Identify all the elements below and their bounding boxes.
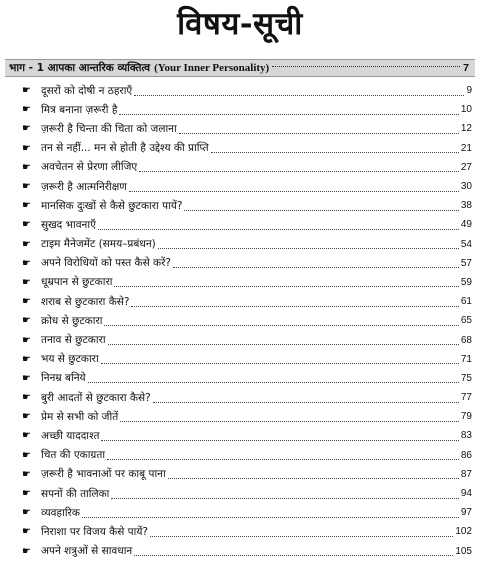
dot-leader xyxy=(114,285,458,287)
entry-label: प्रेम से सभी को जीतें xyxy=(41,410,119,423)
toc-entry[interactable] xyxy=(0,119,480,138)
dot-leader xyxy=(158,247,459,249)
toc-entry[interactable] xyxy=(0,503,480,522)
entry-page-number: 79 xyxy=(460,411,472,423)
entry-page-number: 38 xyxy=(460,200,472,212)
toc-entry[interactable] xyxy=(0,292,480,311)
pointing-hand-icon: ☛ xyxy=(22,200,31,212)
pointing-hand-icon: ☛ xyxy=(22,526,31,538)
toc-entry[interactable] xyxy=(0,235,480,254)
pointing-hand-icon: ☛ xyxy=(22,372,31,384)
dot-leader xyxy=(179,132,459,134)
pointing-hand-icon: ☛ xyxy=(22,449,31,461)
entry-label: निराशा पर विजय कैसे पायें? xyxy=(41,525,148,538)
pointing-hand-icon: ☛ xyxy=(22,334,31,346)
part-english-title: (Your Inner Personality) xyxy=(154,62,270,74)
entry-label: ज़रूरी है आत्मनिरीक्षण xyxy=(41,180,127,193)
toc-entry[interactable] xyxy=(0,388,480,407)
entry-page-number: 59 xyxy=(460,276,472,288)
entry-label: मानसिक दुःखों से कैसे छुटकारा पायें? xyxy=(41,199,183,212)
toc-entry[interactable] xyxy=(0,158,480,177)
entry-page-number: 65 xyxy=(460,315,472,327)
dot-leader xyxy=(173,266,459,268)
entry-label: सपनों की तालिका xyxy=(41,487,110,500)
toc-entry[interactable] xyxy=(0,273,480,292)
entry-label: ज़रूरी है चिन्ता की चिता को जलाना xyxy=(41,122,177,135)
dot-leader xyxy=(211,151,459,153)
toc-entry[interactable] xyxy=(0,484,480,503)
pointing-hand-icon: ☛ xyxy=(22,238,31,250)
toc-entry[interactable] xyxy=(0,100,480,119)
pointing-hand-icon: ☛ xyxy=(22,104,31,116)
pointing-hand-icon: ☛ xyxy=(22,123,31,135)
dot-leader xyxy=(82,516,459,518)
entry-page-number: 105 xyxy=(455,545,472,557)
dot-leader xyxy=(88,381,459,383)
toc-entry[interactable] xyxy=(0,81,480,100)
dot-leader xyxy=(153,401,459,403)
entry-label: क्रोध से छुटकारा xyxy=(41,314,103,327)
entry-label: चित की एकाग्रता xyxy=(41,449,106,462)
dot-leader xyxy=(184,209,458,211)
pointing-hand-icon: ☛ xyxy=(22,468,31,480)
pointing-hand-icon: ☛ xyxy=(22,296,31,308)
entry-page-number: 102 xyxy=(455,526,472,538)
entry-page-number: 57 xyxy=(460,257,472,269)
entry-label: मित्र बनाना ज़रूरी है xyxy=(41,103,118,116)
pointing-hand-icon: ☛ xyxy=(22,411,31,423)
entry-label: ज़रूरी है भावनाओं पर काबू पाना xyxy=(41,468,166,481)
dot-leader xyxy=(101,439,458,441)
entry-page-number: 21 xyxy=(460,142,472,154)
toc-entry[interactable] xyxy=(0,446,480,465)
pointing-hand-icon: ☛ xyxy=(22,353,31,365)
entry-page-number: 49 xyxy=(460,219,472,231)
part-header[interactable] xyxy=(5,59,475,77)
dot-leader xyxy=(120,420,459,422)
dot-leader xyxy=(129,190,459,192)
pointing-hand-icon: ☛ xyxy=(22,507,31,519)
entry-label: निनम्र बनिये xyxy=(41,372,86,385)
toc-entry[interactable] xyxy=(0,177,480,196)
entry-page-number: 77 xyxy=(460,392,472,404)
toc-entry[interactable] xyxy=(0,215,480,234)
dot-leader xyxy=(101,362,459,364)
toc-entry[interactable] xyxy=(0,369,480,388)
dot-leader xyxy=(119,113,458,115)
dot-leader xyxy=(108,343,459,345)
entry-page-number: 71 xyxy=(460,353,472,365)
entry-page-number: 68 xyxy=(460,334,472,346)
toc-entry[interactable] xyxy=(0,350,480,369)
toc-list xyxy=(0,81,480,561)
pointing-hand-icon: ☛ xyxy=(22,430,31,442)
toc-entry[interactable] xyxy=(0,407,480,426)
pointing-hand-icon: ☛ xyxy=(22,392,31,404)
dot-leader xyxy=(272,65,460,67)
entry-page-number: 86 xyxy=(460,449,472,461)
entry-page-number: 61 xyxy=(460,296,472,308)
dot-leader xyxy=(107,458,459,460)
toc-entry[interactable] xyxy=(0,465,480,484)
page-title: विषय-सूची xyxy=(177,6,303,42)
entry-page-number: 94 xyxy=(460,488,472,500)
entry-page-number: 97 xyxy=(460,507,472,519)
entry-label: टाइम मैनेजमेंट (समय–प्रबंधन) xyxy=(41,238,156,251)
part-label: भाग - 1 आपका आन्तरिक व्यक्तित्व xyxy=(9,62,151,74)
entry-page-number: 30 xyxy=(460,181,472,193)
entry-page-number: 12 xyxy=(460,123,472,135)
dot-leader xyxy=(111,497,458,499)
part-page-number: 7 xyxy=(463,62,469,74)
toc-entry[interactable] xyxy=(0,522,480,541)
pointing-hand-icon: ☛ xyxy=(22,488,31,500)
entry-label: सुखद भावनाएँ xyxy=(41,218,96,231)
entry-page-number: 27 xyxy=(460,161,472,173)
pointing-hand-icon: ☛ xyxy=(22,85,31,97)
dot-leader xyxy=(104,324,458,326)
dot-leader xyxy=(98,228,459,230)
dot-leader xyxy=(168,477,459,479)
entry-page-number: 87 xyxy=(460,468,472,480)
toc-entry[interactable] xyxy=(0,542,480,561)
toc-entry[interactable] xyxy=(0,254,480,273)
entry-label: धूम्रपान से छुटकारा xyxy=(41,276,113,289)
dot-leader xyxy=(131,305,458,307)
entry-label: तन से नहीं... मन से होती है उद्देश्य की प्राप्ति xyxy=(41,142,209,155)
entry-label: भय से छुटकारा xyxy=(41,353,99,366)
entry-page-number: 9 xyxy=(466,85,472,97)
entry-label: दूसरों को दोषी न ठहराएँ xyxy=(41,84,133,97)
dot-leader xyxy=(150,535,453,537)
entry-label: अच्छी याददाश्त xyxy=(41,429,100,442)
dot-leader xyxy=(134,94,464,96)
entry-page-number: 75 xyxy=(460,372,472,384)
toc-entry[interactable] xyxy=(0,426,480,445)
entry-label: व्यवहारिक xyxy=(41,506,80,519)
pointing-hand-icon: ☛ xyxy=(22,161,31,173)
pointing-hand-icon: ☛ xyxy=(22,276,31,288)
entry-label: तनाव से छुटकारा xyxy=(41,334,106,347)
pointing-hand-icon: ☛ xyxy=(22,545,31,557)
entry-page-number: 10 xyxy=(460,104,472,116)
entry-label: अवचेतन से प्रेरणा लीजिए xyxy=(41,161,138,174)
entry-label: शराब से छुटकारा कैसे? xyxy=(41,295,130,308)
dot-leader xyxy=(134,554,453,556)
pointing-hand-icon: ☛ xyxy=(22,181,31,193)
entry-label: अपने विरोधियों को पस्त कैसे करें? xyxy=(41,257,171,270)
entry-label: बुरी आदतों से छुटकारा कैसे? xyxy=(41,391,151,404)
entry-page-number: 83 xyxy=(460,430,472,442)
pointing-hand-icon: ☛ xyxy=(22,257,31,269)
dot-leader xyxy=(139,170,459,172)
toc-entry[interactable] xyxy=(0,311,480,330)
toc-entry[interactable] xyxy=(0,330,480,349)
entry-page-number: 54 xyxy=(460,238,472,250)
toc-entry[interactable] xyxy=(0,139,480,158)
entry-label: अपने शत्रुओं से सावधान xyxy=(41,545,133,558)
pointing-hand-icon: ☛ xyxy=(22,219,31,231)
toc-entry[interactable] xyxy=(0,196,480,215)
pointing-hand-icon: ☛ xyxy=(22,142,31,154)
pointing-hand-icon: ☛ xyxy=(22,315,31,327)
